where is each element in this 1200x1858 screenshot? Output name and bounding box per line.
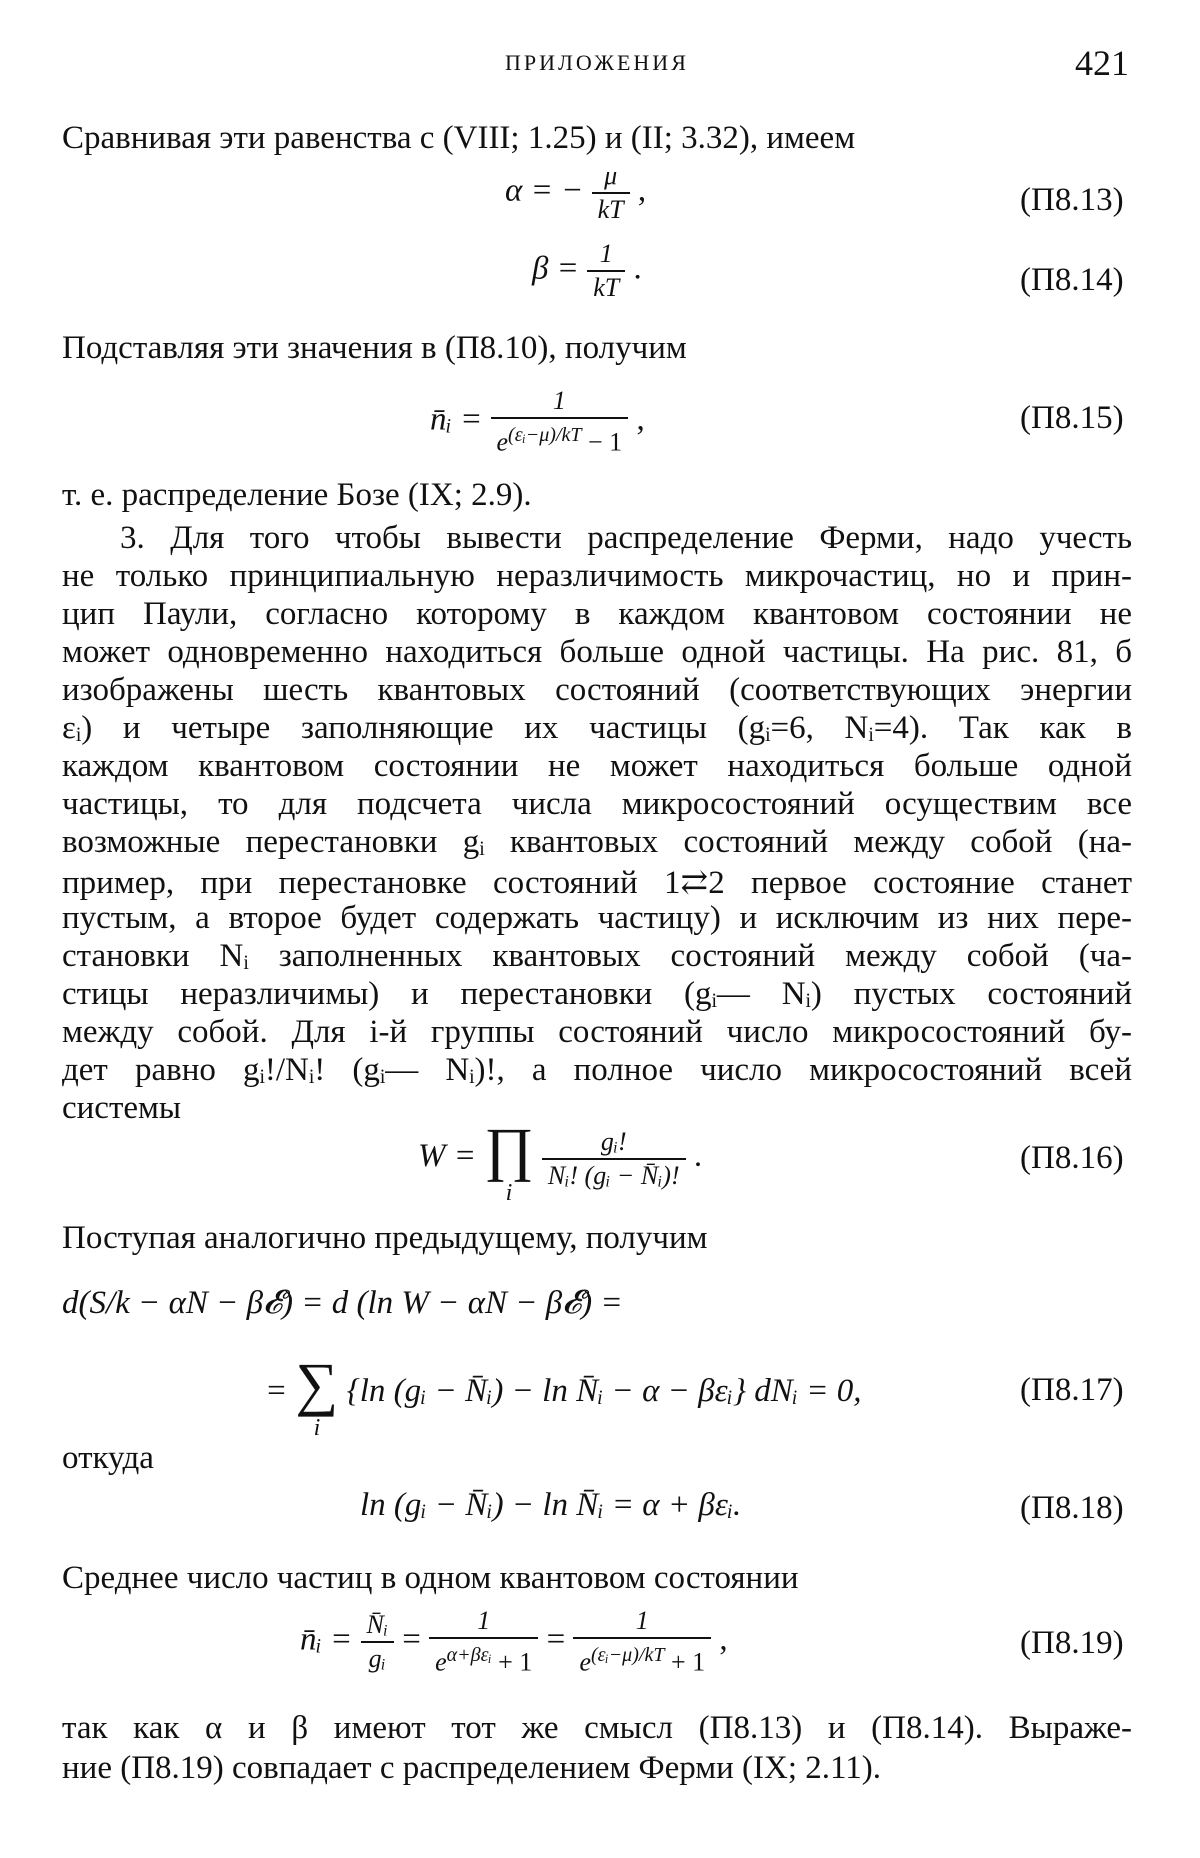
- equation-p8-13: [505, 160, 646, 226]
- p4-line-6: εᵢ) и четыре заполняющие их частицы (gᵢ=6, Nᵢ=4). Так как в: [62, 710, 1132, 746]
- eq17-sum: [295, 1350, 339, 1441]
- eq15-fraction: [491, 385, 629, 459]
- equation-number-p8-19: (П8.19): [1020, 1625, 1124, 1661]
- p4-line-11: пустым, а второе будет содержать частицу) и исключим из них пере-: [62, 900, 1132, 936]
- equation-p8-16: [418, 1115, 703, 1206]
- p4-line-5: изображены шесть квантовых состояний (соответствующих энергии: [62, 672, 1132, 708]
- eq17-body: {ln (gᵢ − N̄ᵢ) − ln N̄ᵢ − α − βεᵢ} dNᵢ = 0,: [346, 1373, 862, 1410]
- p4-line-10: пример, при перестановке состояний 1⇄2 первое состояние станет: [62, 865, 1132, 901]
- eq14-fraction: [587, 238, 625, 304]
- paragraph-analogous: Поступая аналогично предыдущему, получим: [62, 1220, 708, 1256]
- p4-line-7: каждом квантовом состоянии не может находиться больше одной: [62, 748, 1132, 784]
- eq15-den-base: e: [496, 427, 509, 457]
- p4-line-9: возможные перестановки gᵢ квантовых состояний между собой (на-: [62, 824, 1132, 860]
- equation-number-p8-18: (П8.18): [1020, 1490, 1124, 1526]
- p8-line-2: ние (П8.19) совпадает с распределением Ферми (IX; 2.11).: [62, 1750, 882, 1786]
- eq13-lhs: α = −: [505, 172, 584, 209]
- eq17-lhs: =: [265, 1373, 288, 1410]
- p4-line-12: становки Nᵢ заполненных квантовых состояний между собой (ча-: [62, 938, 1132, 974]
- product-symbol: ∏: [484, 1116, 534, 1182]
- eq13-numerator: μ: [604, 161, 618, 190]
- p4-line-1: 3. Для того чтобы вывести распределение Ферми, надо учесть: [120, 520, 1132, 556]
- eq19-tail: ,: [719, 1621, 728, 1658]
- eq19-f3-den-tail: + 1: [664, 1647, 706, 1677]
- equation-number-p8-16: (П8.16): [1020, 1140, 1124, 1176]
- running-header: ПРИЛОЖЕНИЯ: [505, 50, 689, 75]
- eq16-index: i: [505, 1180, 513, 1206]
- p4-line-16: системы: [62, 1090, 182, 1126]
- equation-p8-14: [532, 238, 642, 304]
- p4-line-8: частицы, то для подсчета числа микросостояний осуществим все: [62, 786, 1132, 822]
- eq14-lhs: β =: [532, 250, 579, 287]
- eq13-fraction: [592, 160, 630, 226]
- eq15-denominator: [491, 417, 629, 459]
- paragraph-bose: т. е. распределение Бозе (IX; 2.9).: [62, 477, 532, 513]
- eq16-denominator: Nᵢ! (gᵢ − N̄ᵢ)!: [542, 1158, 686, 1192]
- eq19-fraction-3: [573, 1605, 711, 1679]
- eq19-f3-den-base: e: [579, 1647, 591, 1677]
- equation-number-p8-17: (П8.17): [1020, 1372, 1124, 1408]
- eq15-den-exponent: (εᵢ−μ)/kT: [508, 424, 582, 446]
- paragraph-substitute: Подставляя эти значения в (П8.10), получим: [62, 330, 687, 366]
- p4-line-15: дет равно gᵢ!/Nᵢ! (gᵢ— Nᵢ)!, а полное число микросостояний всей: [62, 1052, 1132, 1088]
- eq19-f3-numerator: 1: [635, 1606, 649, 1635]
- eq15-den-tail: − 1: [581, 427, 623, 457]
- equation-p8-18: ln (gᵢ − N̄ᵢ) − ln N̄ᵢ = α + βεᵢ.: [360, 1487, 742, 1523]
- equation-p8-17-line-1: d(S/k − αN − β𝓔) = d (ln W − αN − β𝓔) =: [62, 1285, 623, 1321]
- eq19-lhs: n̄ᵢ =: [300, 1621, 353, 1658]
- equation-p8-15: [430, 385, 645, 459]
- equation-number-p8-14: (П8.14): [1020, 262, 1124, 298]
- eq16-product: [484, 1115, 534, 1206]
- eq19-equals-1: =: [402, 1621, 421, 1658]
- eq19-equals-2: =: [546, 1621, 566, 1658]
- eq15-numerator: 1: [552, 386, 566, 415]
- p4-line-3: цип Паули, согласно которому в каждом квантовом состоянии не: [62, 596, 1132, 632]
- equation-p8-17-line-2: [265, 1350, 862, 1441]
- eq16-tail: .: [693, 1138, 703, 1175]
- eq16-numerator: gᵢ!: [600, 1126, 627, 1156]
- paragraph-compare: Сравнивая эти равенства с (VIII; 1.25) и (II; 3.32), имеем: [62, 120, 856, 156]
- eq15-lhs: n̄ᵢ =: [430, 401, 483, 438]
- eq19-f2-den-base: e: [435, 1647, 447, 1677]
- eq13-tail: ,: [637, 172, 647, 209]
- eq13-denominator: kT: [592, 192, 630, 226]
- eq19-f3-denominator: [573, 1637, 711, 1679]
- paragraph-mean-number: Среднее число частиц в одном квантовом состоянии: [62, 1560, 799, 1596]
- equation-number-p8-13: (П8.13): [1020, 182, 1124, 218]
- paragraph-whence: откуда: [62, 1440, 154, 1476]
- page-number: 421: [1075, 43, 1129, 83]
- p4-line-2: не только принципиальную неразличимость микрочастиц, но и прин-: [62, 558, 1132, 594]
- eq16-lhs: W =: [418, 1138, 477, 1175]
- eq19-f2-denominator: [429, 1637, 538, 1679]
- eq19-f2-den-tail: + 1: [491, 1647, 533, 1677]
- eq19-f1-numerator: N̄ᵢ: [366, 1609, 388, 1639]
- eq15-tail: ,: [636, 401, 645, 438]
- eq19-f1-denominator: gᵢ: [361, 1641, 394, 1675]
- eq19-fraction-2: [429, 1605, 538, 1679]
- eq14-tail: .: [633, 250, 642, 287]
- eq14-numerator: 1: [599, 239, 613, 268]
- eq19-f3-den-exponent: (εᵢ−μ)/kT: [590, 1644, 665, 1666]
- eq19-f2-numerator: 1: [477, 1606, 491, 1635]
- p4-line-4: может одновременно находиться больше одной частицы. На рис. 81, б: [62, 634, 1132, 670]
- eq19-f2-den-exponent: α+βεᵢ: [446, 1644, 492, 1666]
- p8-line-1: так как α и β имеют тот же смысл (П8.13) и (П8.14). Выраже-: [62, 1710, 1132, 1746]
- eq16-fraction: [542, 1126, 686, 1192]
- equation-number-p8-15: (П8.15): [1020, 400, 1124, 436]
- equation-p8-19: [300, 1605, 728, 1679]
- p4-line-14: между собой. Для i-й группы состояний число микросостояний бу-: [62, 1014, 1132, 1050]
- eq14-denominator: kT: [587, 270, 625, 304]
- p4-line-13: стицы неразличимы) и перестановки (gᵢ— Nᵢ) пустых состояний: [62, 976, 1132, 1012]
- eq19-fraction-1: [361, 1609, 394, 1675]
- sum-symbol: ∑: [295, 1351, 339, 1417]
- eq17-index: i: [313, 1415, 321, 1441]
